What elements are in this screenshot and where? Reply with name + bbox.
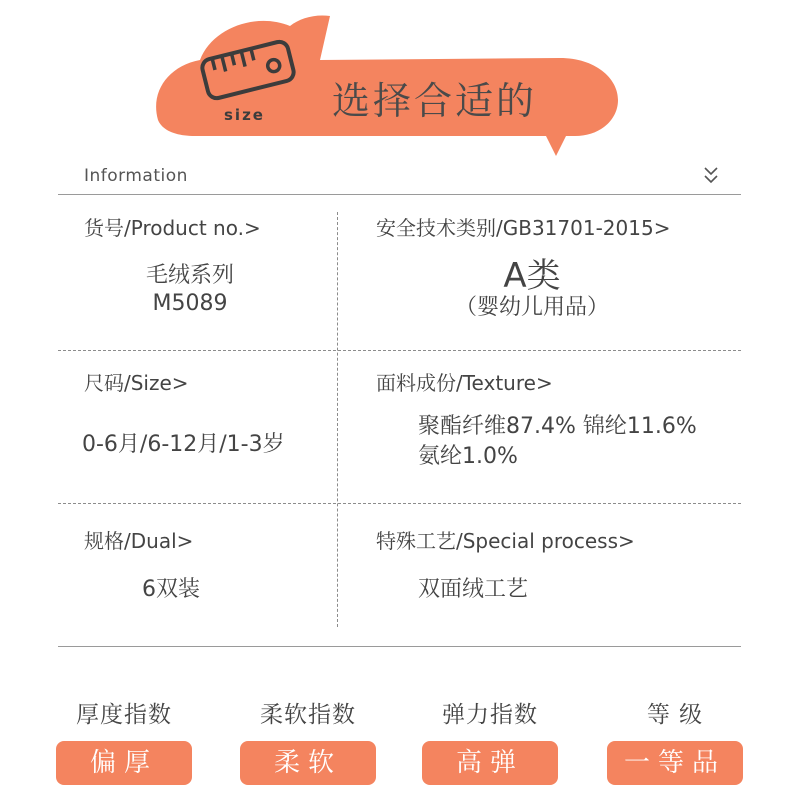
special-process-label: 特殊工艺/Special process>	[376, 529, 635, 553]
size-label: 尺码/Size>	[84, 371, 189, 395]
divider-row-2	[58, 503, 741, 504]
rating-badge: 一等品	[607, 741, 743, 785]
texture-line-1: 聚酯纤维87.4% 锦纶11.6%	[418, 414, 697, 439]
rating-badge: 高弹	[422, 741, 558, 785]
rating-elasticity	[422, 696, 558, 785]
rating-label: 柔软指数	[260, 702, 356, 728]
rating-label: 等 级	[646, 702, 704, 728]
product-series: 毛绒系列	[145, 263, 234, 288]
rating-thickness	[56, 696, 192, 785]
rating-grade	[607, 696, 743, 785]
dual-label: 规格/Dual>	[84, 529, 194, 553]
special-process-value: 双面绒工艺	[418, 577, 529, 602]
rating-label: 弹力指数	[442, 702, 538, 728]
safety-category-label: 安全技术类别/GB31701-2015>	[376, 216, 671, 240]
safety-class-note: （婴幼儿用品）	[454, 295, 609, 320]
spec-grid-vertical-divider	[337, 212, 338, 627]
texture-line-2: 氨纶1.0%	[418, 444, 518, 469]
size-caption: size	[224, 106, 265, 124]
size-value: 0-6月/6-12月/1-3岁	[82, 432, 285, 457]
divider-top	[58, 194, 741, 195]
product-no-label: 货号/Product no.>	[84, 216, 261, 240]
rating-softness	[240, 696, 376, 785]
product-number: M5089	[152, 291, 228, 316]
divider-bottom	[58, 646, 741, 647]
safety-class: A类	[503, 256, 561, 296]
dual-value: 6双装	[142, 577, 200, 602]
information-label: Information	[84, 166, 188, 186]
double-chevron-down-icon[interactable]	[703, 165, 719, 187]
rating-badge: 偏厚	[56, 741, 192, 785]
header-title: 选择合适的	[332, 79, 538, 123]
header-banner	[0, 0, 800, 160]
rating-badge: 柔软	[240, 741, 376, 785]
texture-label: 面料成份/Texture>	[376, 371, 553, 395]
divider-row-1	[58, 350, 741, 351]
rating-label: 厚度指数	[76, 702, 172, 728]
